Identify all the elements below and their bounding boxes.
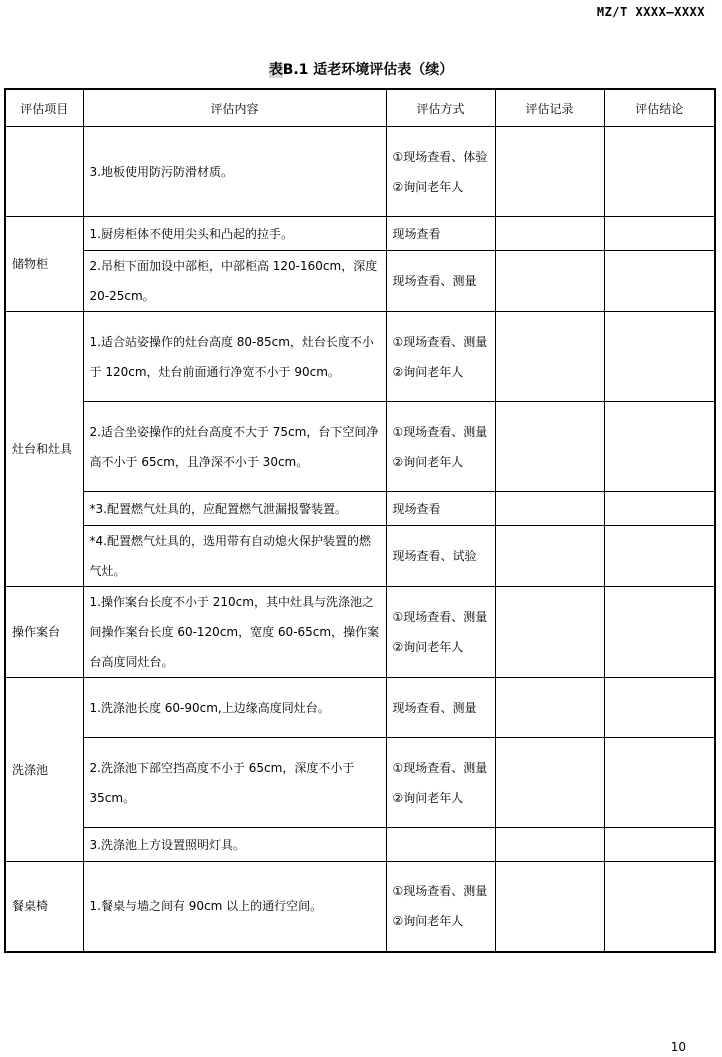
content-cell: *4.配置燃气灶具的，选用带有自动熄火保护装置的燃气灶。 bbox=[83, 526, 386, 587]
method-cell: ①现场查看、测量②询问老年人 bbox=[386, 738, 495, 828]
conclusion-cell bbox=[604, 526, 715, 587]
content-cell: 1.适合站姿操作的灶台高度 80-85cm，灶台长度不小于 120cm，灶台前面通行净宽不小于 90cm。 bbox=[83, 312, 386, 402]
page-number: 10 bbox=[670, 1040, 686, 1054]
header-method: 评估方式 bbox=[386, 89, 495, 127]
table-header-row bbox=[5, 89, 715, 127]
category-cell: 操作案台 bbox=[5, 587, 83, 678]
evaluation-table bbox=[4, 88, 716, 953]
conclusion-cell bbox=[604, 312, 715, 402]
content-cell: 1.操作案台长度不小于 210cm，其中灶具与洗涤池之间操作案台长度 60-120cm，宽度 60-65cm，操作案台高度同灶台。 bbox=[83, 587, 386, 678]
record-cell bbox=[495, 217, 604, 251]
table-row bbox=[5, 828, 715, 862]
method-cell: 现场查看、测量 bbox=[386, 678, 495, 738]
table-row bbox=[5, 312, 715, 402]
method-cell: ①现场查看、测量②询问老年人 bbox=[386, 587, 495, 678]
category-cell: 洗涤池 bbox=[5, 678, 83, 862]
conclusion-cell bbox=[604, 678, 715, 738]
method-cell: 现场查看 bbox=[386, 492, 495, 526]
conclusion-cell bbox=[604, 127, 715, 217]
header-conclusion: 评估结论 bbox=[604, 89, 715, 127]
category-cell: 灶台和灶具 bbox=[5, 312, 83, 587]
table-row bbox=[5, 492, 715, 526]
category-cell: 餐桌椅 bbox=[5, 862, 83, 952]
content-cell: *3.配置燃气灶具的，应配置燃气泄漏报警装置。 bbox=[83, 492, 386, 526]
conclusion-cell bbox=[604, 402, 715, 492]
record-cell bbox=[495, 312, 604, 402]
method-cell: ①现场查看、测量②询问老年人 bbox=[386, 402, 495, 492]
method-cell: ①现场查看、测量②询问老年人 bbox=[386, 312, 495, 402]
header-content: 评估内容 bbox=[83, 89, 386, 127]
content-cell: 1.洗涤池长度 60-90cm,上边缘高度同灶台。 bbox=[83, 678, 386, 738]
method-cell: 现场查看、试验 bbox=[386, 526, 495, 587]
table-row bbox=[5, 862, 715, 952]
table-row bbox=[5, 678, 715, 738]
conclusion-cell bbox=[604, 862, 715, 952]
record-cell bbox=[495, 828, 604, 862]
conclusion-cell bbox=[604, 217, 715, 251]
category-cell: 储物柜 bbox=[5, 217, 83, 312]
conclusion-cell bbox=[604, 492, 715, 526]
table-title-prefix: 表 bbox=[268, 62, 283, 78]
content-cell: 1.厨房柜体不使用尖头和凸起的拉手。 bbox=[83, 217, 386, 251]
conclusion-cell bbox=[604, 251, 715, 312]
record-cell bbox=[495, 678, 604, 738]
conclusion-cell bbox=[604, 587, 715, 678]
content-cell: 1.餐桌与墙之间有 90cm 以上的通行空间。 bbox=[83, 862, 386, 952]
record-cell bbox=[495, 587, 604, 678]
record-cell bbox=[495, 251, 604, 312]
method-cell bbox=[386, 828, 495, 862]
method-cell: 现场查看 bbox=[386, 217, 495, 251]
method-cell: ①现场查看、测量②询问老年人 bbox=[386, 862, 495, 952]
table-row bbox=[5, 217, 715, 251]
category-cell bbox=[5, 127, 83, 217]
table-row bbox=[5, 738, 715, 828]
content-cell: 2.适合坐姿操作的灶台高度不大于 75cm，台下空间净高不小于 65cm，且净深不小于 30cm。 bbox=[83, 402, 386, 492]
table-row bbox=[5, 526, 715, 587]
content-cell: 3.洗涤池上方设置照明灯具。 bbox=[83, 828, 386, 862]
table-title-text: B.1 适老环境评估表（续） bbox=[282, 62, 454, 78]
record-cell bbox=[495, 738, 604, 828]
header-item: 评估项目 bbox=[5, 89, 83, 127]
record-cell bbox=[495, 402, 604, 492]
content-cell: 2.洗涤池下部空挡高度不小于 65cm，深度不小于 35cm。 bbox=[83, 738, 386, 828]
record-cell bbox=[495, 127, 604, 217]
table-row bbox=[5, 251, 715, 312]
method-cell: ①现场查看、体验②询问老年人 bbox=[386, 127, 495, 217]
standard-code: MZ/T XXXX—XXXX bbox=[596, 5, 705, 19]
content-cell: 2.吊柜下面加设中部柜，中部柜高 120-160cm，深度 20-25cm。 bbox=[83, 251, 386, 312]
record-cell bbox=[495, 526, 604, 587]
table-row bbox=[5, 587, 715, 678]
header-record: 评估记录 bbox=[495, 89, 604, 127]
conclusion-cell bbox=[604, 828, 715, 862]
content-cell: 3.地板使用防污防滑材质。 bbox=[83, 127, 386, 217]
method-cell: 现场查看、测量 bbox=[386, 251, 495, 312]
record-cell bbox=[495, 492, 604, 526]
table-title bbox=[0, 59, 722, 79]
table-row bbox=[5, 127, 715, 217]
table-row bbox=[5, 402, 715, 492]
record-cell bbox=[495, 862, 604, 952]
conclusion-cell bbox=[604, 738, 715, 828]
